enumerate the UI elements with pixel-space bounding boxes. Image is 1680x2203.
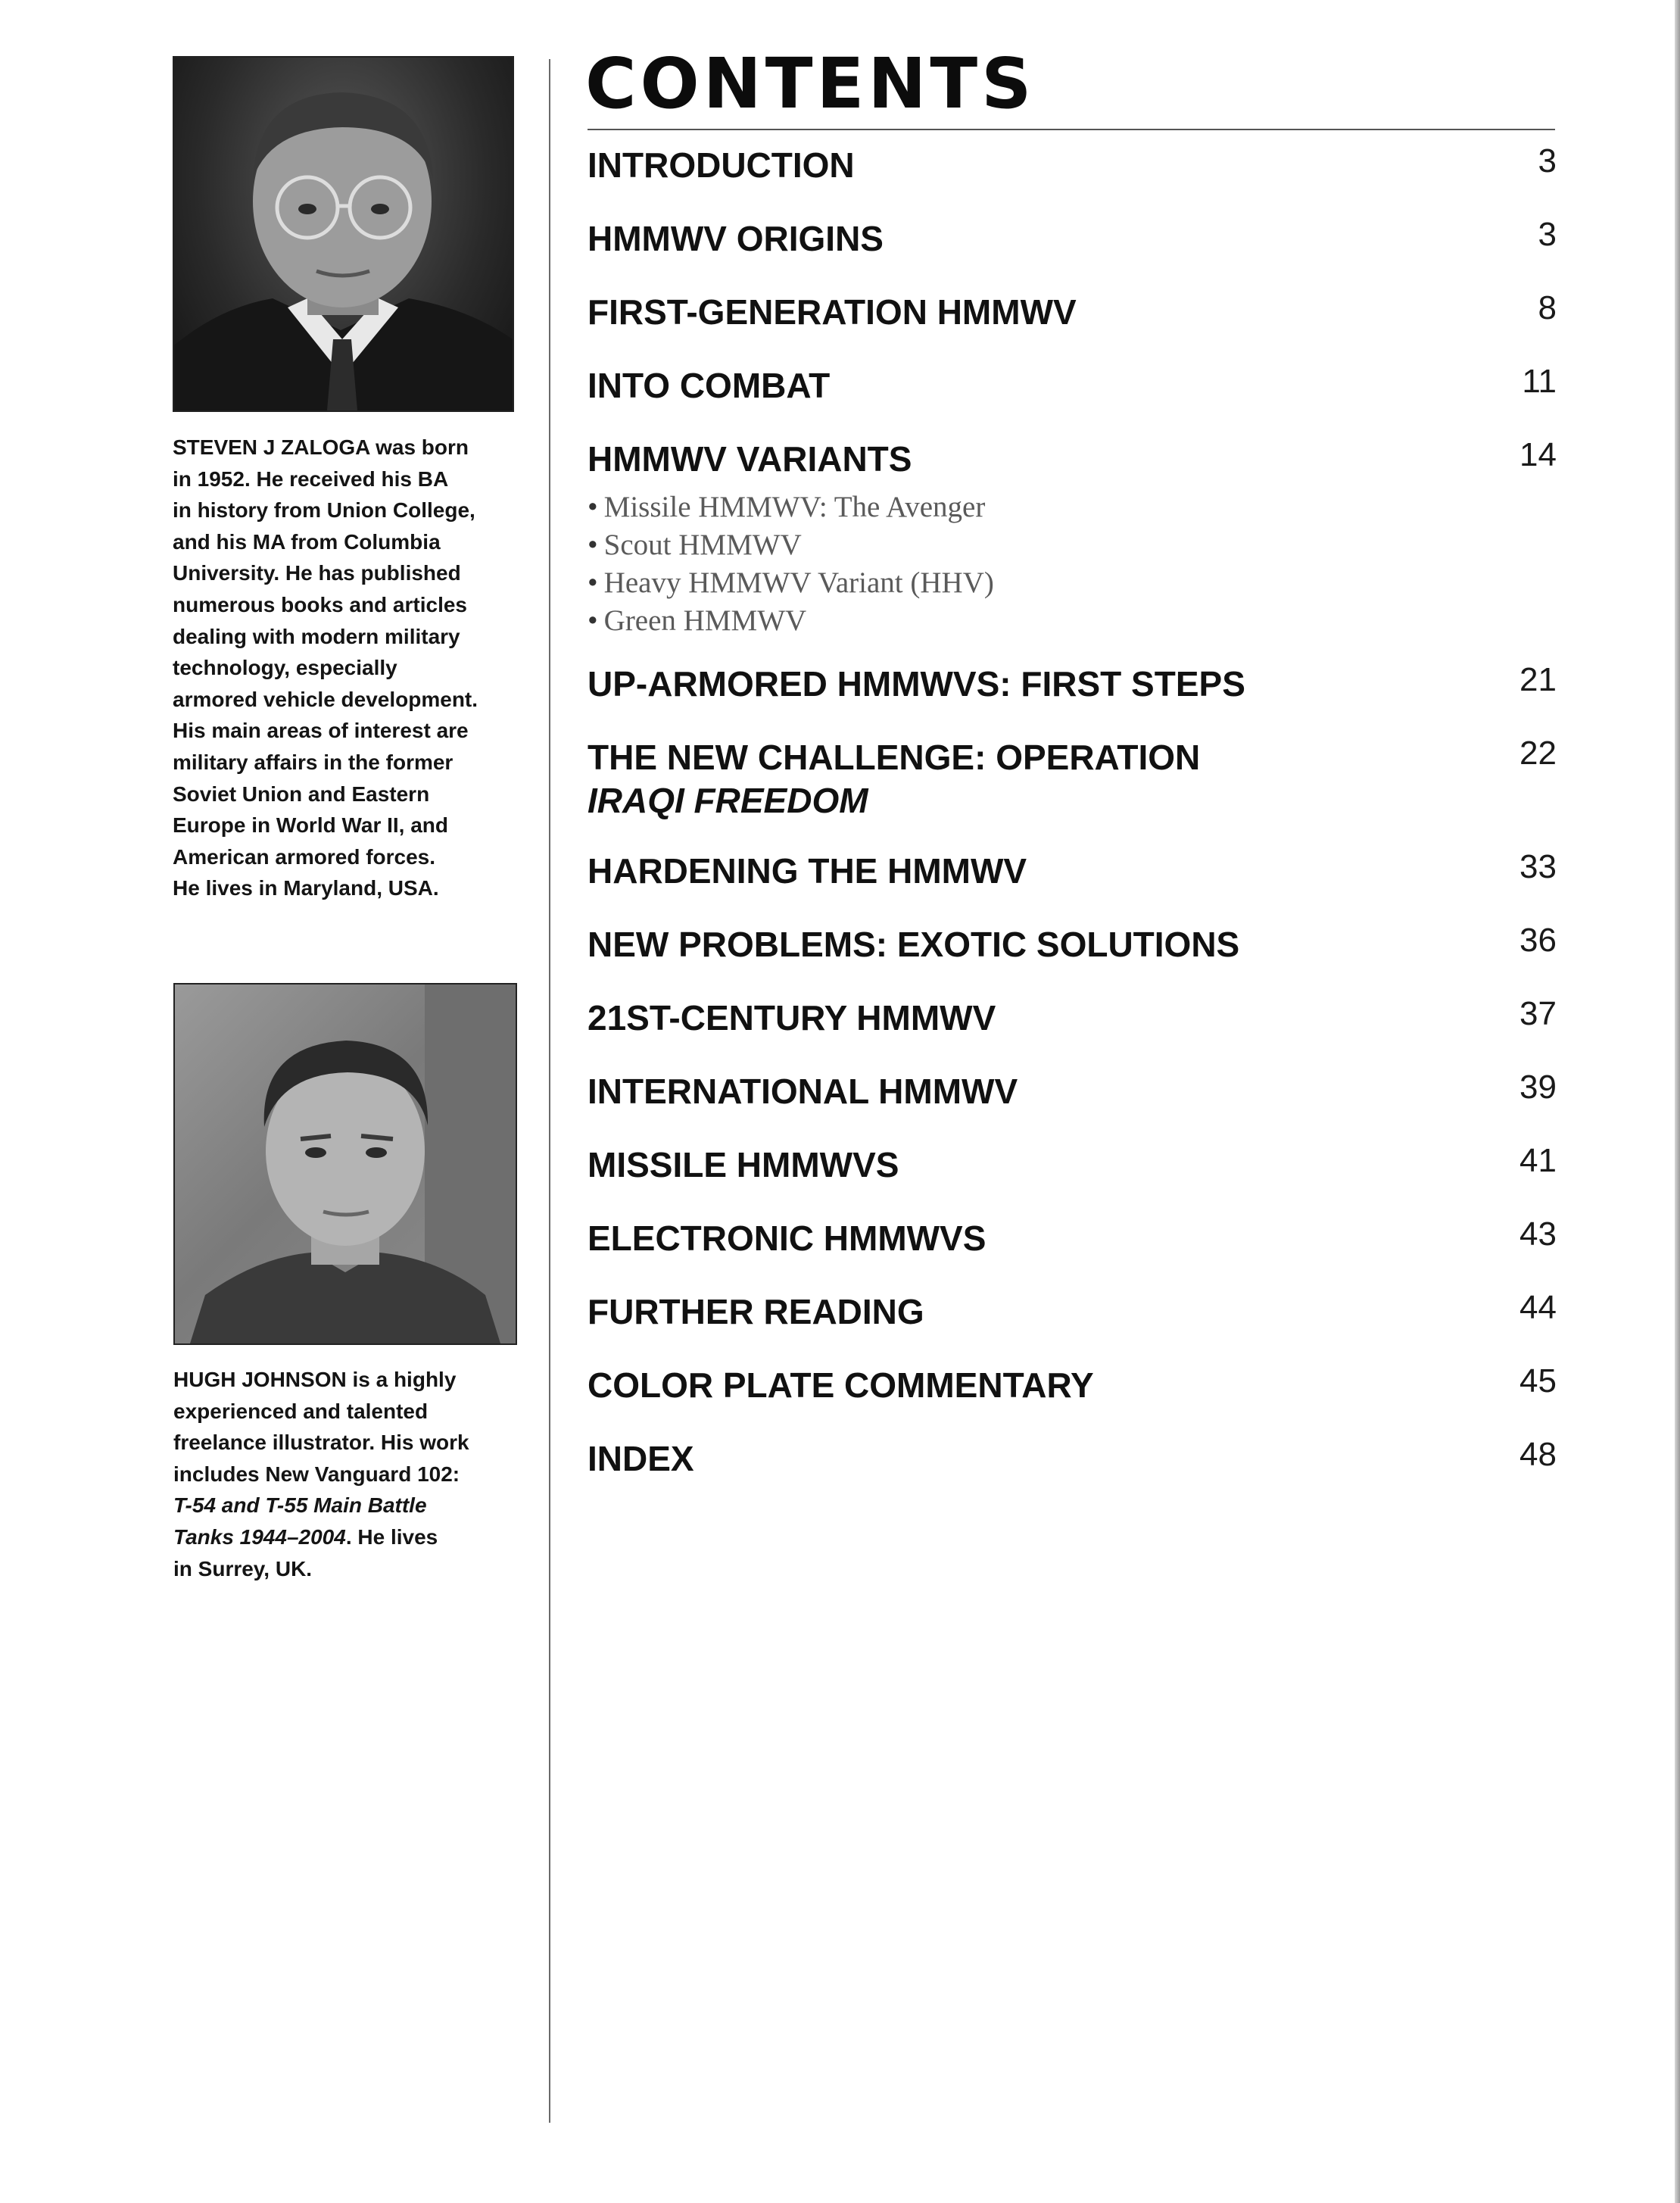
toc-page-number: 37	[1519, 995, 1557, 1032]
toc-page-number: 11	[1522, 363, 1557, 400]
toc-entry-hmmwv-variants[interactable]: HMMWV VARIANTS 14 • Missile HMMWV: The Avenger • Scout HMMWV • Heavy HMMWV Variant (HHV) • Green HMMWV	[588, 438, 1557, 640]
toc-page-number: 21	[1519, 661, 1557, 698]
toc-page-number: 8	[1538, 289, 1557, 326]
bio-italic-title-line-2: Tanks 1944–2004. He lives	[173, 1524, 438, 1549]
toc-page-number: 45	[1519, 1362, 1557, 1399]
toc-entry-electronic[interactable]: ELECTRONIC HMMWVS 43	[588, 1217, 1557, 1260]
toc-entry-further-reading[interactable]: FURTHER READING 44	[588, 1290, 1557, 1334]
toc-entry-first-generation[interactable]: FIRST-GENERATION HMMWV 8	[588, 291, 1557, 334]
toc-page-number: 36	[1519, 922, 1557, 959]
toc-page-number: 14	[1519, 436, 1557, 473]
toc-entry-hardening[interactable]: HARDENING THE HMMWV 33	[588, 850, 1557, 893]
toc-entry-21st-century[interactable]: 21ST-CENTURY HMMWV 37	[588, 997, 1557, 1040]
toc-entry-missile[interactable]: MISSILE HMMWVS 41	[588, 1144, 1557, 1187]
author-photo-steven-zaloga	[173, 56, 514, 412]
toc-page-number: 39	[1519, 1069, 1557, 1106]
toc-page-number: 44	[1519, 1289, 1557, 1326]
toc-page-number: 48	[1519, 1436, 1557, 1473]
toc-entry-introduction[interactable]: INTRODUCTION 3	[588, 144, 1557, 187]
toc-entry-up-armored[interactable]: UP-ARMORED HMMWVS: FIRST STEPS 21	[588, 663, 1557, 706]
toc-subitem[interactable]: • Green HMMWV	[588, 604, 807, 637]
column-divider	[549, 59, 550, 2123]
toc-page-number: 22	[1519, 735, 1557, 772]
illustrator-photo-hugh-johnson	[173, 983, 517, 1345]
illustrator-portrait	[175, 984, 516, 1343]
toc-entry-new-problems[interactable]: NEW PROBLEMS: EXOTIC SOLUTIONS 36	[588, 923, 1557, 966]
toc-entry-index[interactable]: INDEX 48	[588, 1437, 1557, 1481]
illustrator-bio-hugh-johnson: HUGH JOHNSON is a highly experienced and talented freelance illustrator. His work includes New Vanguard 102: T-54 and T-55 Main Battle Tanks 1944–2004. He lives in Surrey, UK.	[173, 1364, 514, 1584]
title-underline	[588, 129, 1555, 130]
toc-entry-international[interactable]: INTERNATIONAL HMMWV 39	[588, 1070, 1557, 1113]
toc-entry-hmmwv-origins[interactable]: HMMWV ORIGINS 3	[588, 217, 1557, 261]
toc-page-number: 43	[1519, 1215, 1557, 1253]
page-title: CONTENTS	[585, 43, 1036, 124]
author-portrait	[174, 58, 513, 410]
author-bio-steven-zaloga: STEVEN J ZALOGA was born in 1952. He received his BA in history from Union College, and his MA from Columbia University. He has published numerous books and articles dealing with modern military technology, especially armored vehicle development. His main areas of interest are military affairs in the former Soviet Union and Eastern Europe in World War II, and American armored forces. He lives in Maryland, USA.	[173, 435, 478, 900]
toc-subitems	[588, 488, 1557, 640]
toc-entry-new-challenge[interactable]: THE NEW CHALLENGE: OPERATION IRAQI FREEDOM 22	[588, 736, 1557, 822]
toc-entry-into-combat[interactable]: INTO COMBAT 11	[588, 364, 1557, 407]
table-of-contents	[588, 144, 1557, 1511]
toc-subitem[interactable]: • Heavy HMMWV Variant (HHV)	[588, 566, 994, 599]
bio-italic-title-line: T-54 and T-55 Main Battle	[173, 1493, 427, 1518]
toc-page-number: 3	[1538, 216, 1557, 253]
toc-subitem[interactable]: • Scout HMMWV	[588, 529, 802, 561]
toc-page-number: 3	[1538, 142, 1557, 179]
toc-page-number: 33	[1519, 848, 1557, 885]
toc-entry-color-plate[interactable]: COLOR PLATE COMMENTARY 45	[588, 1364, 1557, 1407]
page-edge-shadow	[1675, 0, 1680, 2203]
toc-page-number: 41	[1519, 1142, 1557, 1179]
toc-subitem[interactable]: • Missile HMMWV: The Avenger	[588, 491, 986, 523]
